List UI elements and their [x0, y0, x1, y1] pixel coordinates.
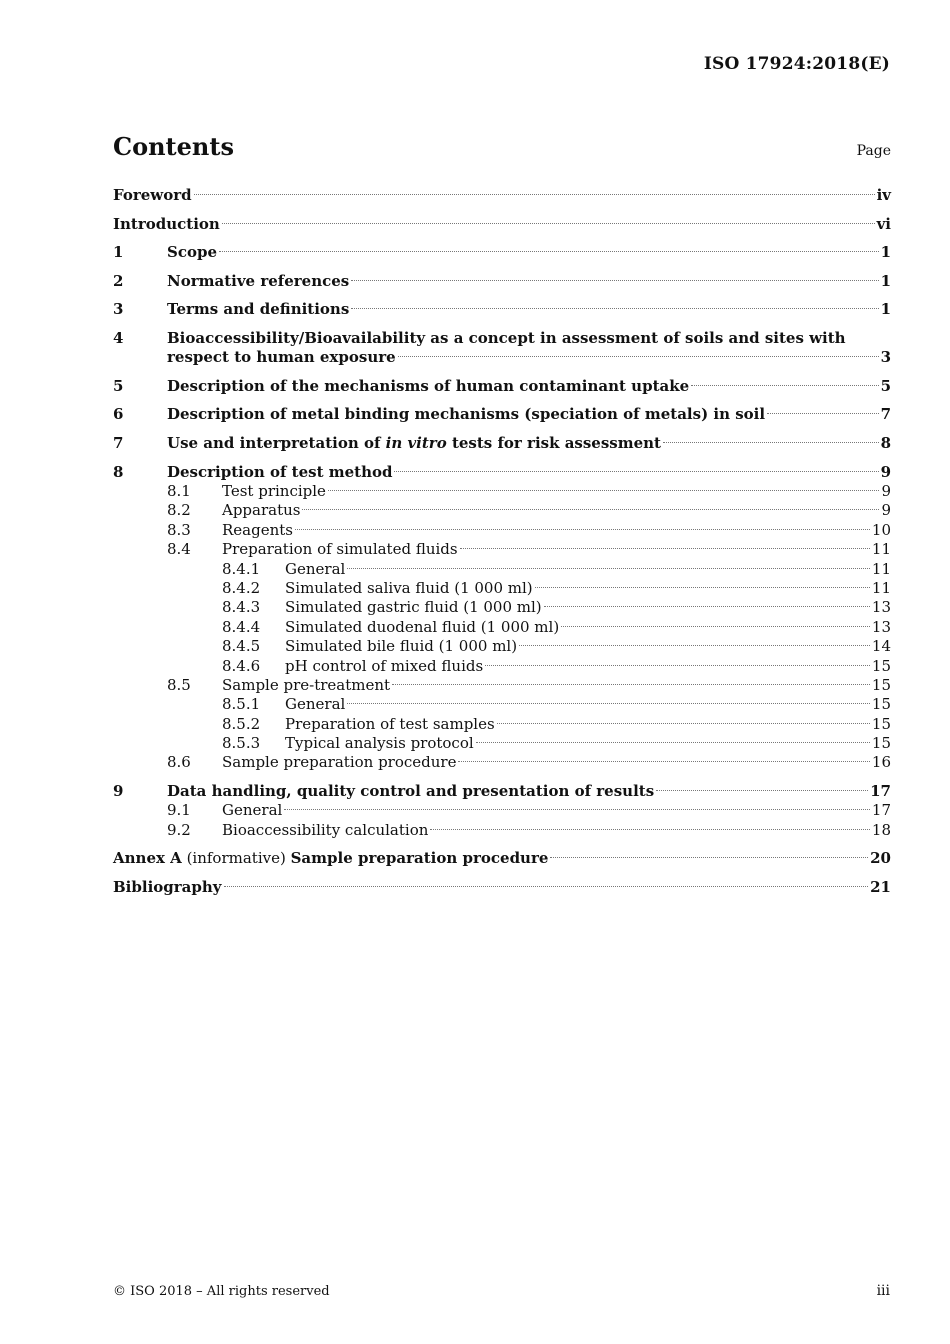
toc-entry-8-4-1[interactable]: [113, 560, 891, 579]
toc-title: Typical analysis protocol: [285, 734, 474, 753]
toc-number: 8.5: [167, 675, 191, 694]
toc-number: 1: [113, 243, 124, 262]
dot-leader: [663, 442, 879, 443]
toc-title: Description of test method: [167, 462, 393, 481]
toc-title: Simulated bile fluid (1 000 ml): [285, 637, 518, 656]
annex-type: (informative): [181, 849, 291, 868]
toc-number: 8.4.2: [222, 578, 261, 597]
toc-title: General: [285, 559, 346, 578]
toc-entry-4[interactable]: [113, 329, 891, 368]
toc-page: 8: [880, 434, 891, 453]
dot-leader: [194, 194, 875, 195]
toc-number: 5: [113, 376, 124, 395]
toc-entry-foreword[interactable]: [113, 186, 891, 205]
dot-leader: [535, 587, 870, 588]
page-column-label: Page: [856, 143, 891, 159]
toc-page: 17: [871, 801, 891, 820]
toc-page: 10: [871, 520, 891, 539]
toc-number: 6: [113, 405, 124, 424]
toc-title: Preparation of test samples: [285, 714, 495, 733]
toc-title: Foreword: [113, 186, 192, 204]
toc-title: Normative references: [167, 271, 350, 290]
toc-title: Apparatus: [222, 501, 301, 520]
toc-number: 8.5.1: [222, 695, 261, 714]
toc-number: 8.4.1: [222, 559, 261, 578]
toc-entry-9-2[interactable]: [113, 821, 891, 840]
toc-entry-8-3[interactable]: [113, 521, 891, 540]
dot-leader: [219, 251, 879, 252]
toc-title: [167, 434, 661, 453]
toc-entry-8[interactable]: [113, 463, 891, 482]
toc-title: Introduction: [113, 214, 220, 233]
dot-leader: [460, 548, 870, 549]
dot-leader: [767, 413, 879, 414]
dot-leader: [351, 308, 878, 309]
page-title: Contents: [113, 132, 234, 161]
toc-number: 8.4.3: [222, 598, 261, 617]
toc-number: 8.5.2: [222, 714, 261, 733]
annex-title: Sample preparation procedure: [290, 849, 549, 868]
toc-title: Bibliography: [113, 877, 222, 896]
dot-leader: [430, 829, 870, 830]
toc-title-italic: in vitro: [385, 434, 447, 453]
toc-entry-8-4-2[interactable]: [113, 579, 891, 598]
toc-page: 18: [871, 820, 891, 839]
toc-title: General: [285, 695, 346, 714]
toc-title: Sample pre-treatment: [222, 675, 391, 694]
page-number: iii: [876, 1283, 890, 1299]
toc-page: 13: [871, 617, 891, 636]
toc-page: 1: [880, 300, 891, 319]
toc-page: 21: [870, 877, 891, 896]
toc-entry-bibliography[interactable]: [113, 878, 891, 897]
toc-entry-1[interactable]: [113, 243, 891, 262]
toc-title: Test principle: [222, 482, 326, 500]
toc-entry-8-4[interactable]: [113, 540, 891, 559]
annex-label: Annex A: [113, 849, 182, 868]
toc-page: 9: [880, 462, 891, 481]
toc-title: Description of the mechanisms of human contaminant uptake: [167, 376, 690, 395]
toc-entry-8-5-2[interactable]: [113, 715, 891, 734]
dot-leader: [476, 742, 870, 743]
dot-leader: [458, 761, 869, 762]
toc-number: 8.1: [167, 482, 191, 500]
dot-leader: [284, 809, 870, 810]
dot-leader: [485, 665, 870, 666]
toc-page: 11: [871, 559, 891, 578]
toc-page: 3: [880, 348, 891, 367]
dot-leader: [691, 385, 878, 386]
dot-leader: [394, 471, 878, 472]
toc-title-pre: Use and interpretation of: [167, 434, 386, 453]
toc-title-post: tests for risk assessment: [446, 434, 661, 453]
toc-page: 15: [871, 656, 891, 675]
dot-leader: [351, 280, 878, 281]
toc-number: 8.4: [167, 540, 191, 559]
toc-title: [113, 849, 548, 868]
toc-number: 8.4.5: [222, 637, 261, 656]
toc-title: Simulated saliva fluid (1 000 ml): [285, 578, 533, 597]
toc-entry-2[interactable]: [113, 272, 891, 291]
toc-number: 9: [113, 782, 124, 801]
toc-title: Sample preparation procedure: [222, 753, 457, 772]
document-id: ISO 17924:2018(E): [703, 54, 890, 74]
toc-entry-8-5[interactable]: [113, 676, 891, 695]
toc-title: Reagents: [222, 520, 293, 539]
toc-entry-8-5-1[interactable]: [113, 695, 891, 714]
toc-number: 9.1: [167, 801, 191, 820]
dot-leader: [347, 568, 870, 569]
dot-leader: [222, 223, 875, 224]
toc-number: 2: [113, 271, 124, 290]
toc-entry-annex-a[interactable]: [113, 849, 891, 868]
toc-page: 9: [881, 501, 891, 520]
toc-number: 3: [113, 300, 124, 319]
toc-entry-9[interactable]: [113, 782, 891, 801]
dot-leader: [519, 645, 870, 646]
toc-page: 15: [871, 675, 891, 694]
toc-entry-7[interactable]: [113, 434, 891, 453]
toc-page: 17: [870, 782, 891, 801]
toc-page: 13: [871, 598, 891, 617]
toc-page: 7: [880, 405, 891, 424]
toc-title: Description of metal binding mechanisms (speciation of metals) in soil: [167, 405, 766, 424]
dot-leader: [398, 356, 879, 357]
toc-number: 8.3: [167, 520, 191, 539]
toc-entry-8-4-4[interactable]: [113, 618, 891, 637]
dot-leader: [656, 790, 868, 791]
toc-entry-8-2[interactable]: [113, 501, 891, 520]
dot-leader: [328, 490, 880, 491]
toc-entry-6[interactable]: [113, 405, 891, 424]
toc-number: 8: [113, 462, 124, 481]
toc-page: 1: [880, 271, 891, 290]
toc-title: respect to human exposure: [167, 348, 396, 367]
dot-leader: [295, 529, 870, 530]
toc-number: 8.5.3: [222, 734, 261, 753]
toc-entry-8-5-3[interactable]: [113, 734, 891, 753]
toc-page: 15: [871, 695, 891, 714]
toc-entry-3[interactable]: [113, 300, 891, 319]
toc-number: 8.6: [167, 753, 191, 772]
toc-page: 9: [881, 482, 891, 500]
dot-leader: [224, 886, 869, 887]
toc-number: 9.2: [167, 820, 191, 839]
toc-title: Preparation of simulated fluids: [222, 540, 458, 559]
toc-number: 4: [113, 328, 124, 347]
copyright-notice: © ISO 2018 – All rights reserved: [113, 1284, 330, 1299]
toc-title: Terms and definitions: [167, 300, 350, 319]
toc-entry-8-6[interactable]: [113, 753, 891, 772]
dot-leader: [544, 606, 870, 607]
toc-entry-8-4-3[interactable]: [113, 598, 891, 617]
toc-title: pH control of mixed fluids: [285, 656, 484, 675]
toc-entry-5[interactable]: [113, 377, 891, 396]
toc-page: 20: [870, 849, 891, 868]
toc-title: Simulated gastric fluid (1 000 ml): [285, 598, 542, 617]
toc-number: 7: [113, 434, 124, 453]
toc-page: 15: [871, 734, 891, 753]
toc-title: Simulated duodenal fluid (1 000 ml): [285, 617, 560, 636]
toc-number: 8.4.6: [222, 656, 261, 675]
toc-title: Bioaccessibility calculation: [222, 820, 429, 839]
toc-title: Data handling, quality control and presentation of results: [167, 782, 655, 801]
dot-leader: [392, 684, 870, 685]
toc-page: 11: [871, 540, 891, 559]
dot-leader: [561, 626, 870, 627]
table-of-contents: [113, 186, 891, 897]
dot-leader: [497, 723, 870, 724]
toc-page: 15: [871, 714, 891, 733]
dot-leader: [302, 509, 879, 510]
toc-number: 8.4.4: [222, 617, 261, 636]
toc-page: 16: [871, 753, 891, 772]
toc-page: 11: [871, 578, 891, 597]
toc-entry-8-4-6[interactable]: [113, 657, 891, 676]
toc-number: 8.2: [167, 501, 191, 520]
toc-page: iv: [876, 186, 891, 204]
toc-page: 1: [880, 243, 891, 262]
toc-title: General: [222, 801, 283, 820]
toc-page: 5: [880, 376, 891, 395]
toc-page: vi: [876, 214, 891, 233]
dot-leader: [550, 857, 868, 858]
dot-leader: [347, 703, 870, 704]
toc-title: Scope: [167, 243, 218, 262]
toc-entry-8-1[interactable]: [113, 482, 891, 501]
toc-entry-introduction[interactable]: [113, 215, 891, 234]
toc-title-line1: Bioaccessibility/Bioavailability as a concept in assessment of soils and sites with: [167, 328, 846, 347]
toc-page: 14: [871, 637, 891, 656]
toc-entry-8-4-5[interactable]: [113, 637, 891, 656]
toc-entry-9-1[interactable]: [113, 801, 891, 820]
